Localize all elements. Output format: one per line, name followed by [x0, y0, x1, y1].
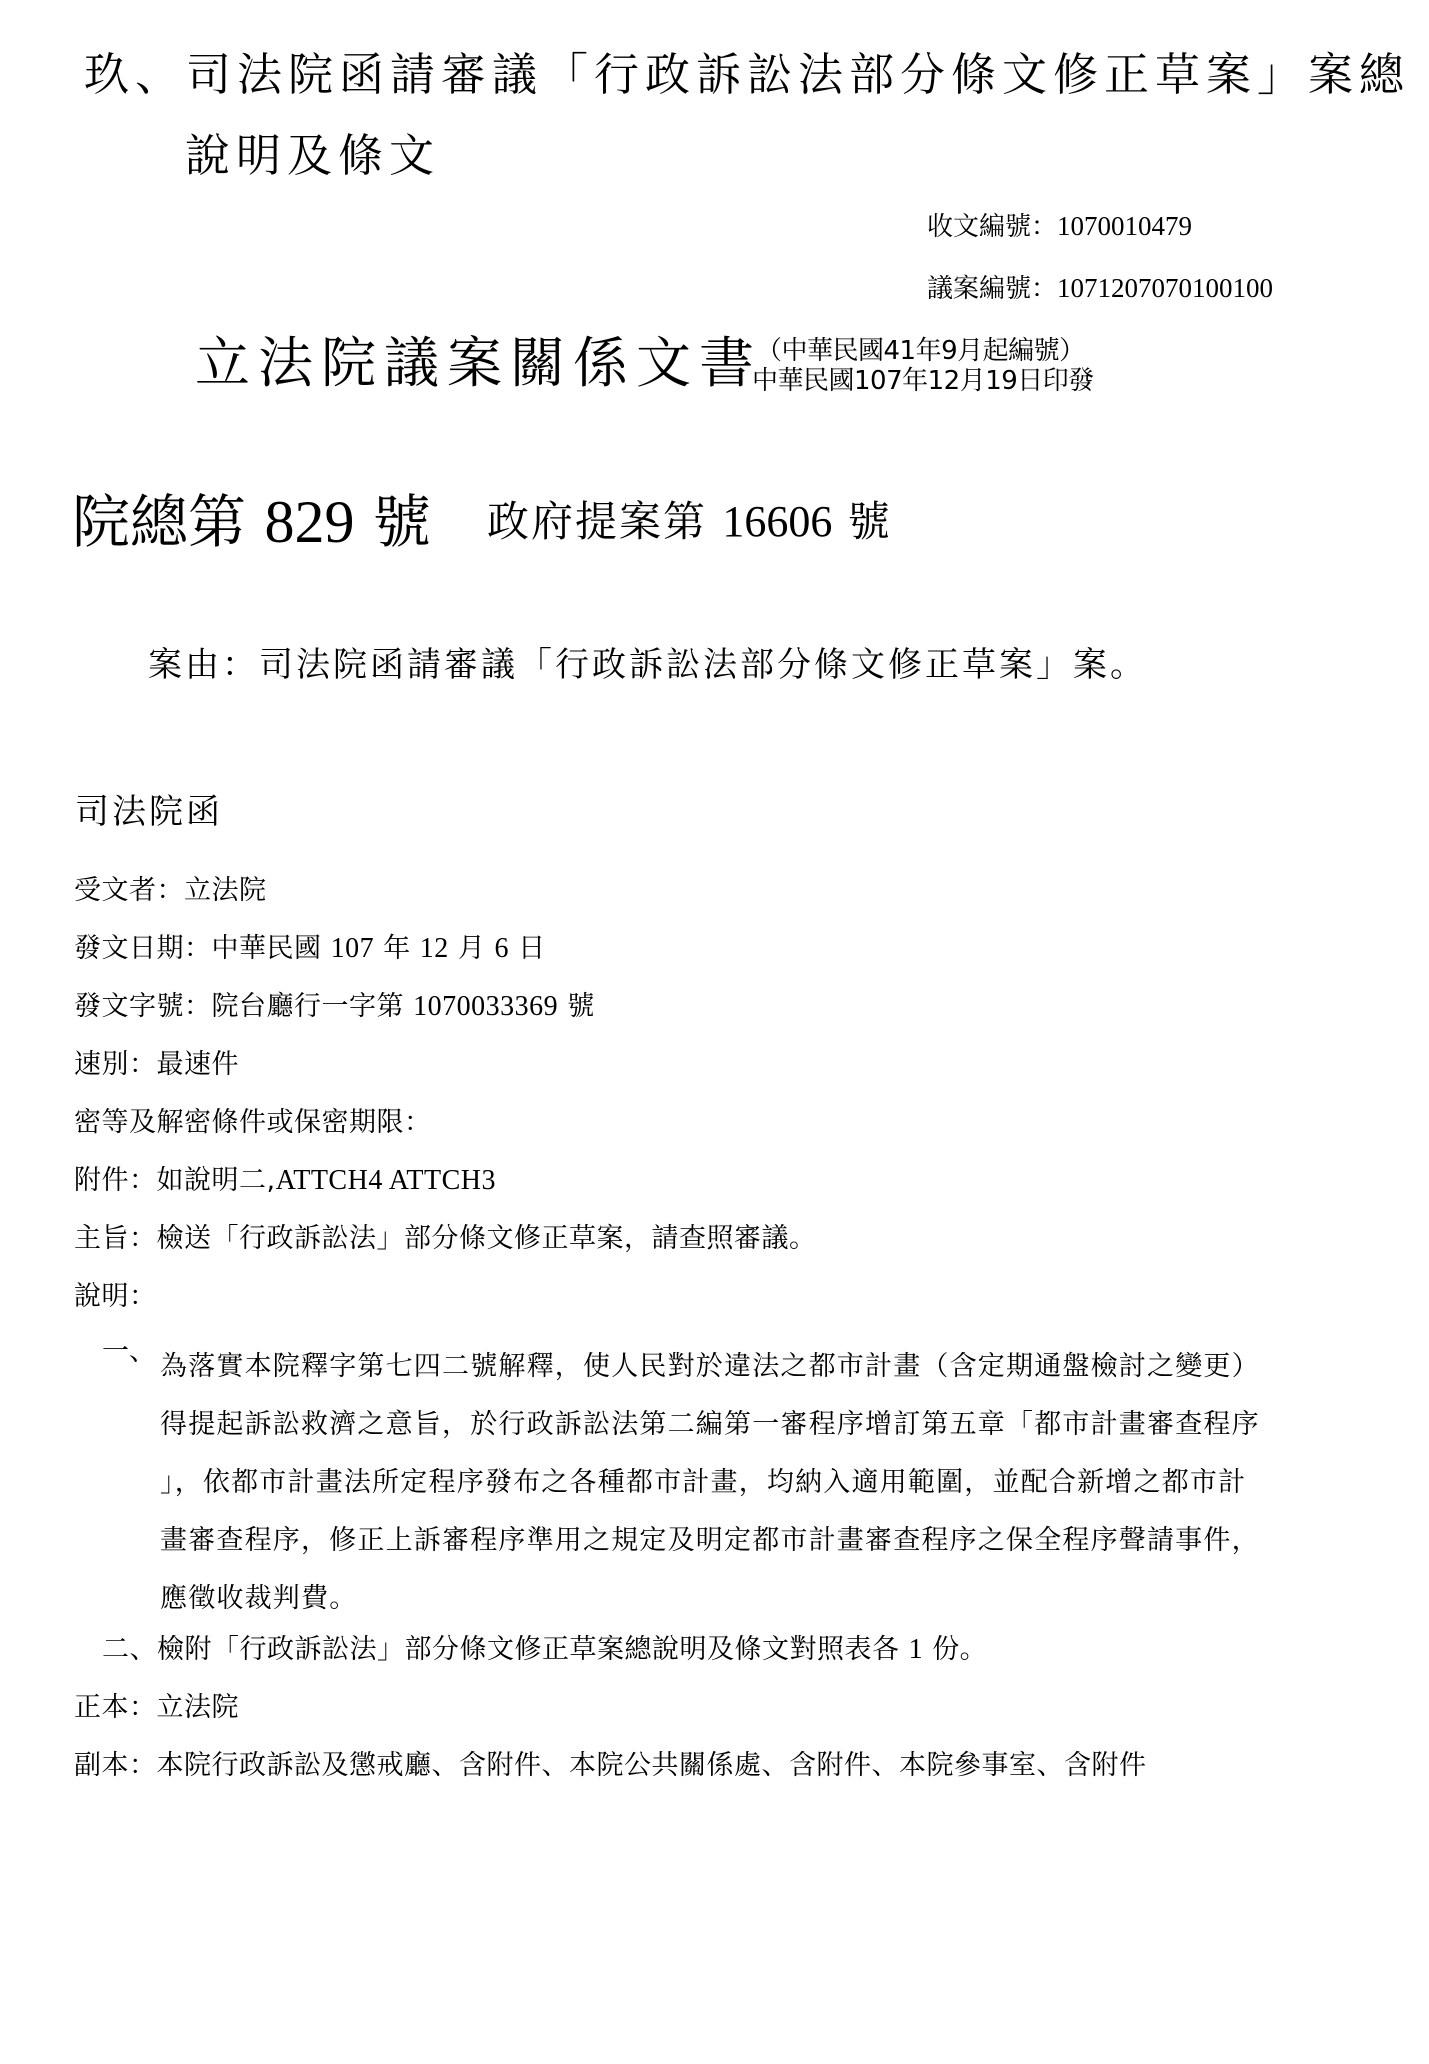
copies-line: 副本：本院行政訴訟及懲戒廳、含附件、本院公共關係處、含附件、本院參事室、含附件	[74, 1750, 1147, 1781]
original-recipient-line: 正本：立法院	[74, 1692, 239, 1723]
document-title-line-1: 玖、司法院函請審議「行政訴訟法部分條文修正草案」案總	[84, 48, 1411, 101]
explanation-item-1-line: 為落實本院釋字第七四二號解釋，使人民對於違法之都市計畫（含定期通盤檢討之變更）	[160, 1351, 1260, 1382]
subject-line: 主旨：檢送「行政訴訟法」部分條文修正草案，請查照審議。	[74, 1223, 817, 1254]
issue-date-label: 發文日期：中華民國	[74, 933, 322, 964]
yuan-number: 829	[264, 489, 355, 555]
gov-number: 16606	[722, 497, 833, 546]
letter-sender: 司法院函	[75, 792, 223, 832]
attachments-label: 附件：如說明二,	[74, 1165, 276, 1196]
issue-date-line	[74, 935, 546, 963]
attachments-line	[74, 1167, 496, 1195]
attachments-value: ATTCH4 ATTCH3	[275, 1165, 496, 1196]
recipient-line: 受文者：立法院	[74, 875, 267, 906]
issue-date-year: 107	[330, 933, 375, 964]
reference-number-line	[74, 993, 595, 1021]
explanation-item-1-marker: 一、	[102, 1336, 156, 1367]
receipt-number	[927, 206, 1192, 243]
explanation-item-1	[160, 1338, 1360, 1628]
issue-date-day-unit: 日	[518, 933, 546, 964]
bill-number-value: 1071207070100100	[1057, 273, 1274, 303]
issue-date-day: 6	[494, 933, 509, 964]
bill-number-label: 議案編號：	[927, 274, 1058, 304]
reference-number-suffix: 號	[567, 991, 595, 1022]
yuan-suffix: 號	[372, 488, 431, 556]
reference-number-value: 1070033369	[413, 991, 559, 1022]
explanation-item-2-suffix: 份。	[932, 1634, 988, 1665]
explanation-item-2	[102, 1636, 987, 1664]
bill-number	[927, 268, 1273, 305]
printed-date-note: 中華民國107年12月19日印發	[752, 366, 1094, 396]
secrecy-line: 密等及解密條件或保密期限：	[74, 1107, 432, 1138]
reference-number-label: 發文字號：院台廳行一字第	[74, 991, 404, 1022]
explanation-item-1-line: 」，依都市計畫法所定程序發布之各種都市計畫，均納入適用範圍，並配合新增之都市計	[160, 1467, 1247, 1498]
explanation-item-2-text: 二、檢附「行政訴訟法」部分條文修正草案總說明及條文對照表各	[102, 1634, 900, 1665]
yuan-prefix: 院總第	[72, 488, 247, 556]
explanation-item-1-line: 畫審查程序，修正上訴審程序準用之規定及明定都市計畫審查程序之保全程序聲請事件，	[160, 1525, 1260, 1556]
numbering-since-note: （中華民國41年9月起編號）	[756, 336, 1085, 366]
explanation-item-2-count: 1	[908, 1634, 924, 1665]
explanation-label: 說明：	[74, 1281, 157, 1312]
receipt-number-value: 1070010479	[1057, 211, 1193, 241]
case-reason: 案由：司法院函請審議「行政訴訟法部分條文修正草案」案。	[148, 645, 1147, 685]
gov-suffix: 號	[847, 497, 892, 546]
explanation-item-1-line: 應徵收裁判費。	[160, 1583, 358, 1614]
document-type-title: 立法院議案關係文書	[195, 331, 763, 395]
gov-prefix: 政府提案第	[487, 497, 708, 546]
issue-date-month-unit: 月	[457, 933, 486, 964]
issue-date-year-unit: 年	[383, 933, 411, 964]
yuan-general-number	[72, 488, 431, 556]
receipt-number-label: 收文編號：	[927, 212, 1058, 242]
government-proposal-number	[487, 497, 892, 546]
document-title-line-2: 說明及條文	[185, 129, 441, 182]
issue-date-month: 12	[419, 933, 449, 964]
explanation-item-1-line: 得提起訴訟救濟之意旨，於行政訴訟法第二編第一審程序增訂第五章「都市計畫審查程序	[160, 1409, 1260, 1440]
speed-line: 速別：最速件	[74, 1049, 239, 1080]
